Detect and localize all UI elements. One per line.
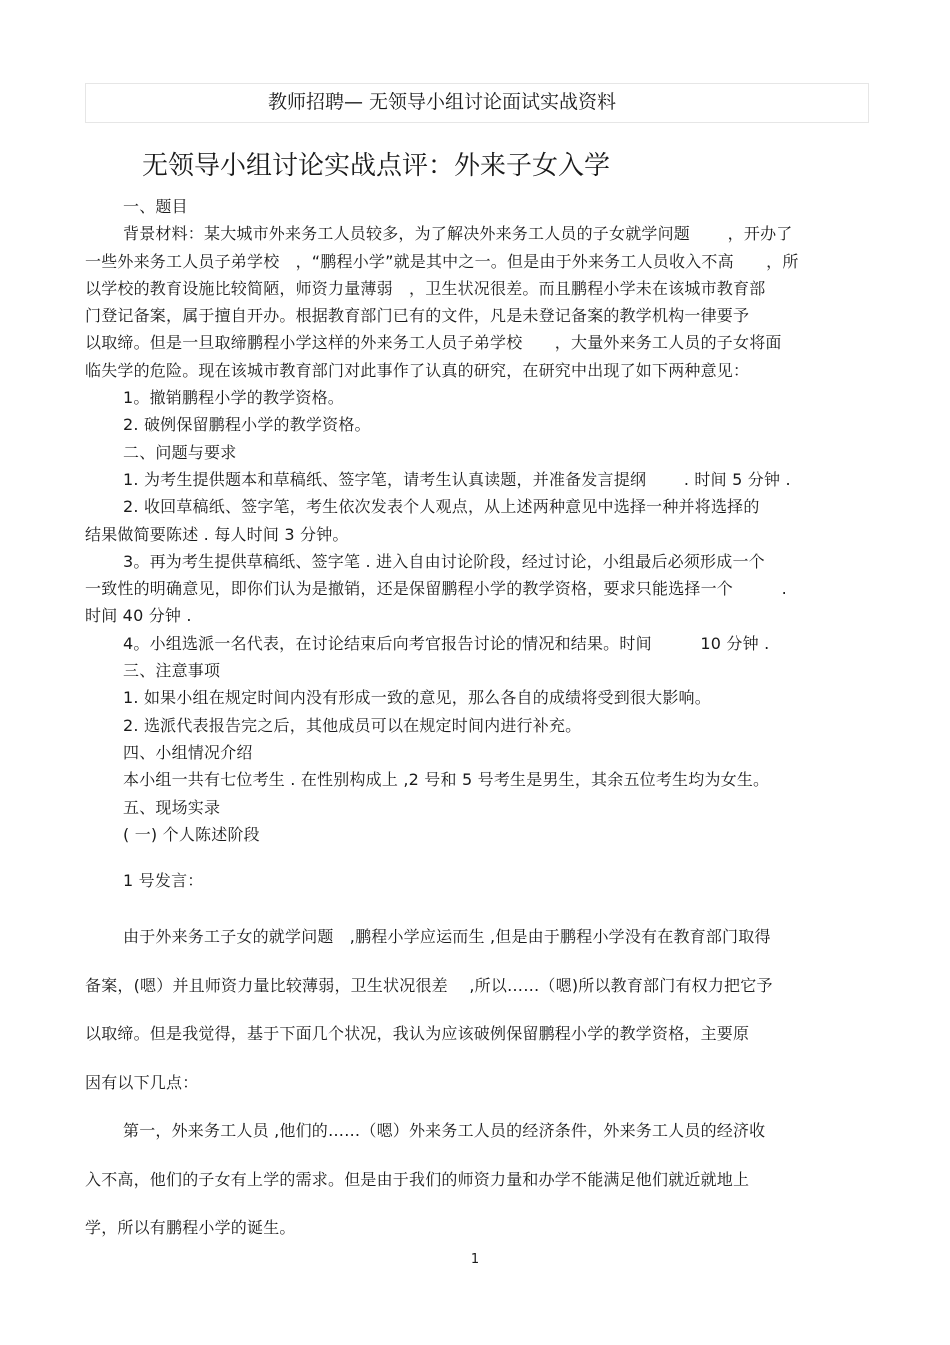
spacer: [85, 848, 875, 867]
list-item: 1. 为考生提供题本和草稿纸、签字笔，请考生认真读题，并准备发言提纲 . 时间 5 分钟 .: [123, 469, 791, 489]
paragraph-line: 本小组一共有七位考生 . 在性别构成上 ,2 号和 5 号考生是男生，其余五位考生均为女生。: [123, 770, 770, 790]
speech-line: 备案，(嗯）并且师资力量比较薄弱，卫生状况很差 ,所以……（嗯)所以教育部门有权力把它予: [85, 975, 773, 995]
section-heading: 三、注意事项: [123, 661, 221, 681]
header-title: 教师招聘— 无领导小组讨论面试实战资料: [267, 91, 617, 113]
document-title: 无领导小组讨论实战点评：外来子女入学: [142, 151, 611, 181]
paragraph-line: 门登记备案，属于擅自开办。根据教育部门已有的文件，凡是未登记备案的教学机构一律要予: [85, 306, 750, 326]
speech-line: 以取缔。但是我觉得，基于下面几个状况，我认为应该破例保留鹏程小学的教学资格，主要原: [85, 1024, 750, 1044]
paragraph-line: 一致性的明确意见，即你们认为是撤销，还是保留鹏程小学的教学资格，要求只能选择一个 .: [85, 579, 787, 599]
section-heading: 四、小组情况介绍: [123, 742, 253, 762]
speaker-label: 1 号发言：: [123, 871, 204, 891]
list-item: 1. 如果小组在规定时间内没有形成一致的意见，那么各自的成绩将受到很大影响。: [123, 688, 711, 708]
list-item: 1。撤销鹏程小学的教学资格。: [123, 388, 344, 408]
paragraph-line: 结果做简要陈述 . 每人时间 3 分钟。: [85, 524, 349, 544]
speech-line: 入不高，他们的子女有上学的需求。但是由于我们的师资力量和办学不能满足他们就近就地上: [85, 1169, 750, 1189]
speech-line: 第一，外来务工人员 ,他们的……（嗯）外来务工人员的经济条件，外来务工人员的经济收: [123, 1121, 766, 1141]
header-box: [85, 83, 869, 123]
list-item: 2. 收回草稿纸、签字笔，考生依次发表个人观点，从上述两种意见中选择一种并将选择的: [123, 497, 760, 517]
paragraph-line: 时间 40 分钟 .: [85, 606, 192, 626]
list-item: 2. 破例保留鹏程小学的教学资格。: [123, 415, 371, 435]
speech-line: 因有以下几点：: [85, 1072, 199, 1092]
list-item: 3。再为考生提供草稿纸、签字笔 . 进入自由讨论阶段，经过讨论，小组最后必须形成一个: [123, 551, 765, 571]
document-body: [85, 193, 875, 1253]
section-heading: 一、题目: [123, 197, 188, 216]
paragraph-line: 一些外来务工人员子弟学校 ，“鹏程小学”就是其中之一。但是由于外来务工人员收入不高 ，所: [85, 251, 799, 271]
list-item: 4。小组选派一名代表，在讨论结束后向考官报告讨论的情况和结果。时间 10 分钟 .: [123, 633, 770, 653]
list-item: 2. 选派代表报告完之后，其他成员可以在规定时间内进行补充。: [123, 715, 582, 735]
paragraph-line: 临失学的危险。现在该城市教育部门对此事作了认真的研究，在研究中出现了如下两种意见：: [85, 360, 750, 380]
paragraph-line: 以取缔。但是一旦取缔鹏程小学这样的外来务工人员子弟学校 ，大量外来务工人员的子女将面: [85, 333, 782, 353]
subsection-heading: ( 一) 个人陈述阶段: [123, 824, 260, 844]
section-heading: 五、现场实录: [123, 797, 221, 817]
page-number: 1: [470, 1252, 480, 1267]
speech-line: 由于外来务工子女的就学问题 ,鹏程小学应运而生 ,但是由于鹏程小学没有在教育部门取得: [123, 927, 771, 947]
speech-line: 学，所以有鹏程小学的诞生。: [85, 1218, 296, 1238]
paragraph-line: 背景材料：某大城市外来务工人员较多，为了解决外来务工人员的子女就学问题 ，开办了: [123, 224, 793, 244]
section-heading: 二、问题与要求: [123, 442, 237, 462]
paragraph-line: 以学校的教育设施比较简陋，师资力量薄弱 ，卫生状况很差。而且鹏程小学未在该城市教育部: [85, 278, 766, 298]
spacer: [85, 894, 875, 913]
